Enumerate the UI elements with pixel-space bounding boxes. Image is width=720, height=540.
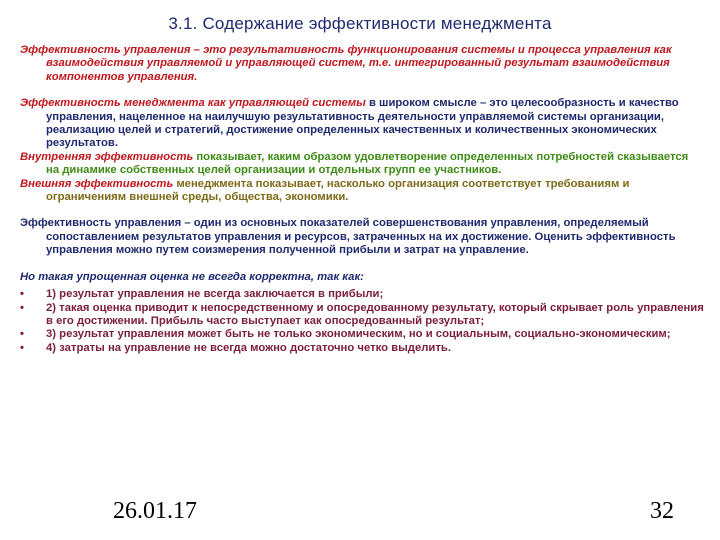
definition-text: в широком смысле – это целесообразность и качество управления, нацеленное на наилучшую результативность деятельности управляемой системы организации, реализацию целей и стратегий, достижение определенных качественных и количественных экономических результатов. bbox=[46, 97, 679, 150]
bullet-icon: • bbox=[20, 328, 24, 341]
simplified-assessment-note: Но такая упрощенная оценка не всегда корректна, так как: bbox=[20, 270, 364, 283]
management-efficiency-indicator: Эффективность управления – один из основных показателей совершенствования управления, определяемый сопоставлением результатов управления и ресурсов, затраченных на их достижение. Оценить эффективность управления можно путем соизмерения полученной прибыли и затрат на управление. bbox=[20, 217, 676, 257]
term-management-system-efficiency: Эффективность менеджмента как управляющей системы bbox=[20, 97, 366, 110]
spacer bbox=[20, 84, 704, 97]
definition-internal-efficiency bbox=[20, 151, 704, 178]
term-internal-efficiency: Внутренняя эффективность bbox=[20, 150, 194, 163]
list-item-text: 3) результат управления может быть не только экономическим, но и социальным, социально-экономическим; bbox=[46, 328, 671, 341]
list-item-text: 4) затраты на управление не всегда можно достаточно четко выделить. bbox=[46, 341, 451, 354]
definition-management-efficiency: Эффективность управления – это результативность функционирования системы и процесса управления как взаимодействия управляемой и управляющей систем, т.е. интегрированный результат взаимодействия компонентов управления. bbox=[20, 44, 672, 83]
definition-text: менеджмента показывает, насколько организация соответствует требованиям и ограничениям внешней среды, общества, экономики. bbox=[46, 177, 630, 204]
definition-external-efficiency bbox=[20, 178, 704, 205]
list-item bbox=[20, 328, 704, 341]
slide-content bbox=[20, 44, 704, 355]
list-item-text: 2) такая оценка приводит к непосредственному и опосредованному результату, который скрывает роль управления в его достижении. Прибыль часто выступает как опосредованный результат; bbox=[46, 301, 704, 327]
bullet-icon: • bbox=[20, 341, 24, 354]
list-item bbox=[20, 342, 704, 355]
term-external-efficiency: Внешняя эффективность bbox=[20, 177, 174, 190]
page-number: 32 bbox=[650, 498, 674, 524]
definition-text: показывает, каким образом удовлетворение определенных потребностей сказывается на динамике собственных целей организации и отдельных групп ее участников. bbox=[46, 150, 689, 177]
bullet-icon: • bbox=[20, 301, 24, 314]
bullet-icon: • bbox=[20, 288, 24, 301]
footer-date: 26.01.17 bbox=[113, 498, 197, 524]
list-item-text: 1) результат управления не всегда заключается в прибыли; bbox=[46, 288, 384, 301]
spacer bbox=[20, 204, 704, 217]
slide-title: 3.1. Содержание эффективности менеджмента bbox=[168, 14, 552, 33]
spacer bbox=[20, 258, 704, 271]
list-item bbox=[20, 302, 704, 329]
list-item bbox=[20, 288, 704, 301]
definition-management-system-efficiency bbox=[20, 97, 704, 151]
